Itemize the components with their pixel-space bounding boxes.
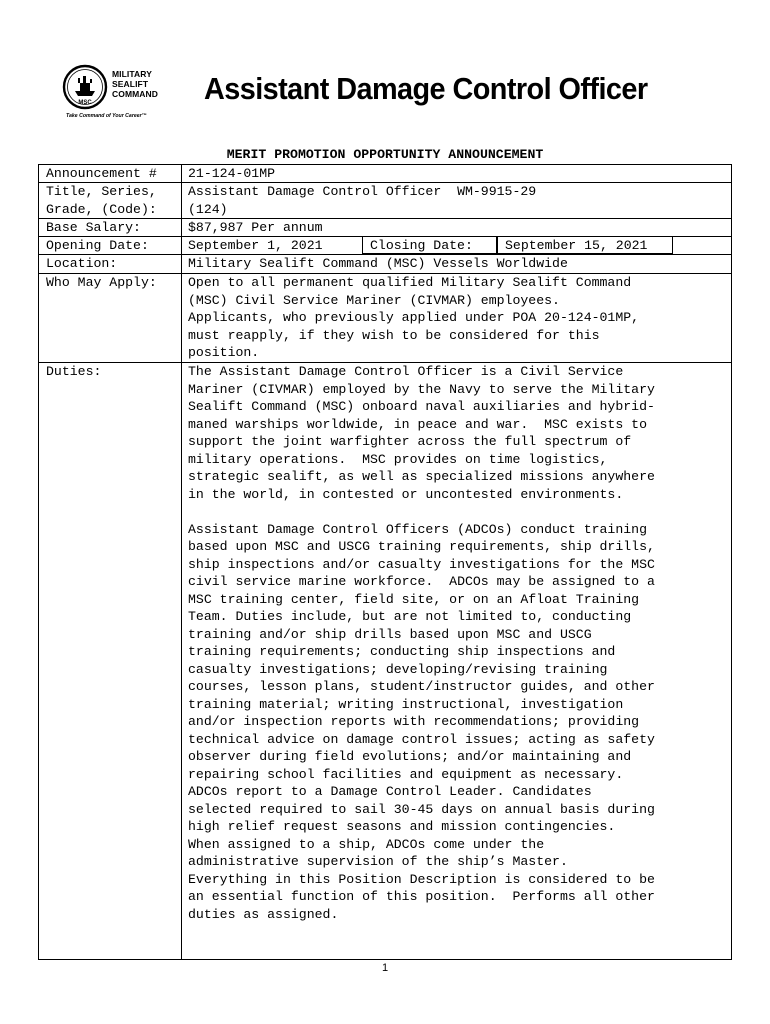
duties-line: ADCOs report to a Damage Control Leader. Candidates bbox=[188, 784, 592, 799]
duties-line: an essential function of this position. Performs all other bbox=[188, 889, 655, 904]
duties-line: When assigned to a ship, ADCOs come under the bbox=[188, 836, 545, 852]
title-value-line: (124) bbox=[188, 201, 228, 217]
duties-line: courses, lesson plans, student/instructor guides, and other bbox=[188, 679, 655, 694]
duties-line: military operations. MSC provides on time logistics, bbox=[188, 451, 608, 467]
duties-label: Duties: bbox=[46, 364, 102, 379]
closing-date-value: September 15, 2021 bbox=[505, 238, 648, 253]
column-divider bbox=[181, 165, 182, 959]
duties-line: technical advice on damage control issues; acting as safety bbox=[188, 731, 655, 747]
duties-line: training and/or ship drills based upon MSC and USCG bbox=[188, 626, 592, 642]
opening-date-value: September 1, 2021 bbox=[188, 238, 323, 253]
title-label-line: Title, Series, bbox=[46, 184, 157, 199]
duties-line: high relief request seasons and mission contingencies. bbox=[188, 819, 616, 834]
closing-date-label: Closing Date: bbox=[370, 238, 473, 253]
duties-line: in the world, in contested or uncontested environments. bbox=[188, 486, 624, 502]
who-may-apply-line: (MSC) Civil Service Mariner (CIVMAR) employees. bbox=[188, 292, 560, 308]
announcement-title: MERIT PROMOTION OPPORTUNITY ANNOUNCEMENT bbox=[226, 147, 544, 162]
duties-line: Sealift Command (MSC) onboard naval auxiliaries and hybrid- bbox=[188, 399, 655, 414]
page-number: 1 bbox=[381, 962, 389, 974]
duties-line: training material; writing instructional, investigation bbox=[188, 696, 624, 712]
duties-line: The Assistant Damage Control Officer is a Civil Service bbox=[188, 364, 624, 379]
duties-line: and/or inspection reports with recommendations; providing bbox=[188, 714, 640, 729]
msc-emblem-icon bbox=[62, 64, 108, 110]
announcement-number: 21-124-01MP bbox=[188, 166, 276, 181]
logo-line-3: COMMAND bbox=[112, 89, 159, 99]
title-label-line: Grade, (Code): bbox=[46, 201, 157, 217]
salary-value: $87,987 Per annum bbox=[188, 220, 323, 235]
duties-line: Mariner (CIVMAR) employed by the Navy to serve the Military bbox=[188, 381, 655, 397]
who-may-apply-line: Applicants, who previously applied under POA 20-124-01MP, bbox=[188, 310, 640, 325]
announcement-table bbox=[38, 164, 732, 960]
duties-line: MSC training center, field site, or on an Afloat Training bbox=[188, 591, 640, 607]
duties-line: support the joint warfighter across the full spectrum of bbox=[188, 434, 632, 449]
page-headline: Assistant Damage Control Officer bbox=[204, 71, 648, 106]
duties-line: training requirements; conducting ship inspections and bbox=[188, 644, 616, 659]
duties-line: repairing school facilities and equipment as necessary. bbox=[188, 766, 624, 782]
who-may-apply-line: Open to all permanent qualified Military Sealift Command bbox=[188, 275, 632, 290]
duties-paragraph-1 bbox=[188, 363, 655, 503]
who-may-apply-line: position. bbox=[188, 345, 260, 360]
msc-logo bbox=[62, 64, 182, 124]
who-may-apply-line: must reapply, if they wish to be considered for this bbox=[188, 327, 600, 343]
duties-line: casualty investigations; developing/revising training bbox=[188, 661, 608, 677]
location-value: Military Sealift Command (MSC) Vessels Worldwide bbox=[188, 256, 568, 271]
duties-line: administrative supervision of the ship’s Master. bbox=[188, 854, 568, 869]
duties-paragraph-2 bbox=[188, 521, 655, 924]
duties-line: Assistant Damage Control Officers (ADCOs) conduct training bbox=[188, 521, 647, 537]
duties-line: civil service marine workforce. ADCOs may be assigned to a bbox=[188, 574, 655, 589]
duties-line: based upon MSC and USCG training requirements, ship drills, bbox=[188, 539, 655, 554]
duties-line: maned warships worldwide, in peace and war. MSC exists to bbox=[188, 416, 647, 432]
duties-line: Everything in this Position Description is considered to be bbox=[188, 871, 655, 887]
logo-line-1: MILITARY bbox=[112, 69, 152, 79]
location-label: Location: bbox=[46, 256, 118, 271]
duties-line: ship inspections and/or casualty investigations for the MSC bbox=[188, 556, 655, 572]
salary-label: Base Salary: bbox=[46, 220, 141, 235]
opening-date-label: Opening Date: bbox=[46, 238, 149, 253]
emblem-text: MSC bbox=[78, 100, 92, 106]
logo-tagline: Take Command of Your Career™ bbox=[66, 113, 147, 119]
duties-line: duties as assigned. bbox=[188, 906, 339, 922]
duties-line: strategic sealift, as well as specialized missions anywhere bbox=[188, 469, 655, 484]
duties-line: observer during field evolutions; and/or maintaining and bbox=[188, 749, 632, 764]
logo-line-2: SEALIFT bbox=[112, 79, 149, 89]
duties-line: selected required to sail 30-45 days on annual basis during bbox=[188, 801, 655, 817]
row-divider bbox=[39, 218, 731, 219]
title-value-line: Assistant Damage Control Officer WM-9915-29 bbox=[188, 184, 537, 199]
who-may-apply-label: Who May Apply: bbox=[46, 275, 157, 290]
announcement-label: Announcement # bbox=[46, 166, 157, 181]
duties-line: Team. Duties include, but are not limited to, conducting bbox=[188, 609, 632, 624]
logo-wordmark bbox=[112, 69, 158, 99]
